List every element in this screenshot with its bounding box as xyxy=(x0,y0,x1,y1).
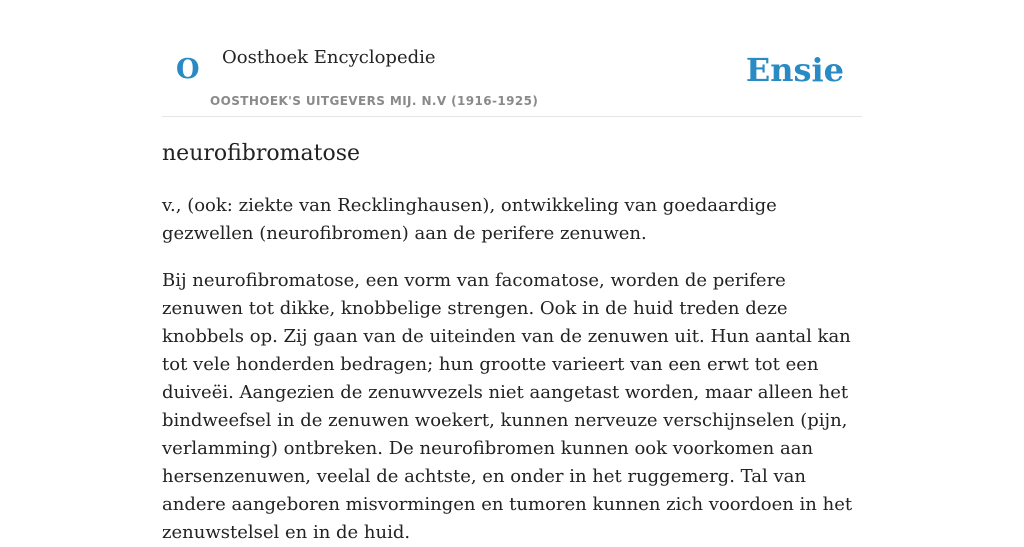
publisher-subtitle: OOSTHOEK'S UITGEVERS MIJ. N.V (1916-1925) xyxy=(210,94,539,108)
site-header xyxy=(162,0,862,117)
article xyxy=(162,136,862,547)
site-title[interactable]: Oosthoek Encyclopedie xyxy=(222,47,436,68)
article-paragraph: v., (ook: ziekte van Recklinghausen), ontwikkeling van goedaardige gezwellen (neurofibromen) aan de perifere zenuwen. xyxy=(162,195,777,244)
article-headword: neurofibromatose xyxy=(162,141,361,166)
article-paragraph: Bij neurofibromatose, een vorm van facomatose, worden de perifere zenuwen tot dikke, knobbelige strengen. Ook in de huid treden deze knobbels op. Zij gaan van de uiteinden van de zenuwen uit. Hun aantal kan tot vele honderden bedragen; hun grootte varieert van een erwt tot een duiveëi. Aangezien de zenuwvezels niet aangetast worden, maar alleen het bindweefsel in de zenuwen woekert, kunnen nerveuze verschijnselen (pijn, verlamming) ontbreken. De neurofibromen kunnen ook voorkomen aan hersenzenuwen, veelal de achtste, en onder in het ruggemerg. Tal van andere aangeboren misvormingen en tumoren kunnen zich voordoen in het zenuwstelsel en in de huid. xyxy=(162,270,853,543)
ensie-brand-link[interactable]: Ensie xyxy=(745,51,844,89)
site-logo[interactable]: O xyxy=(176,54,200,85)
